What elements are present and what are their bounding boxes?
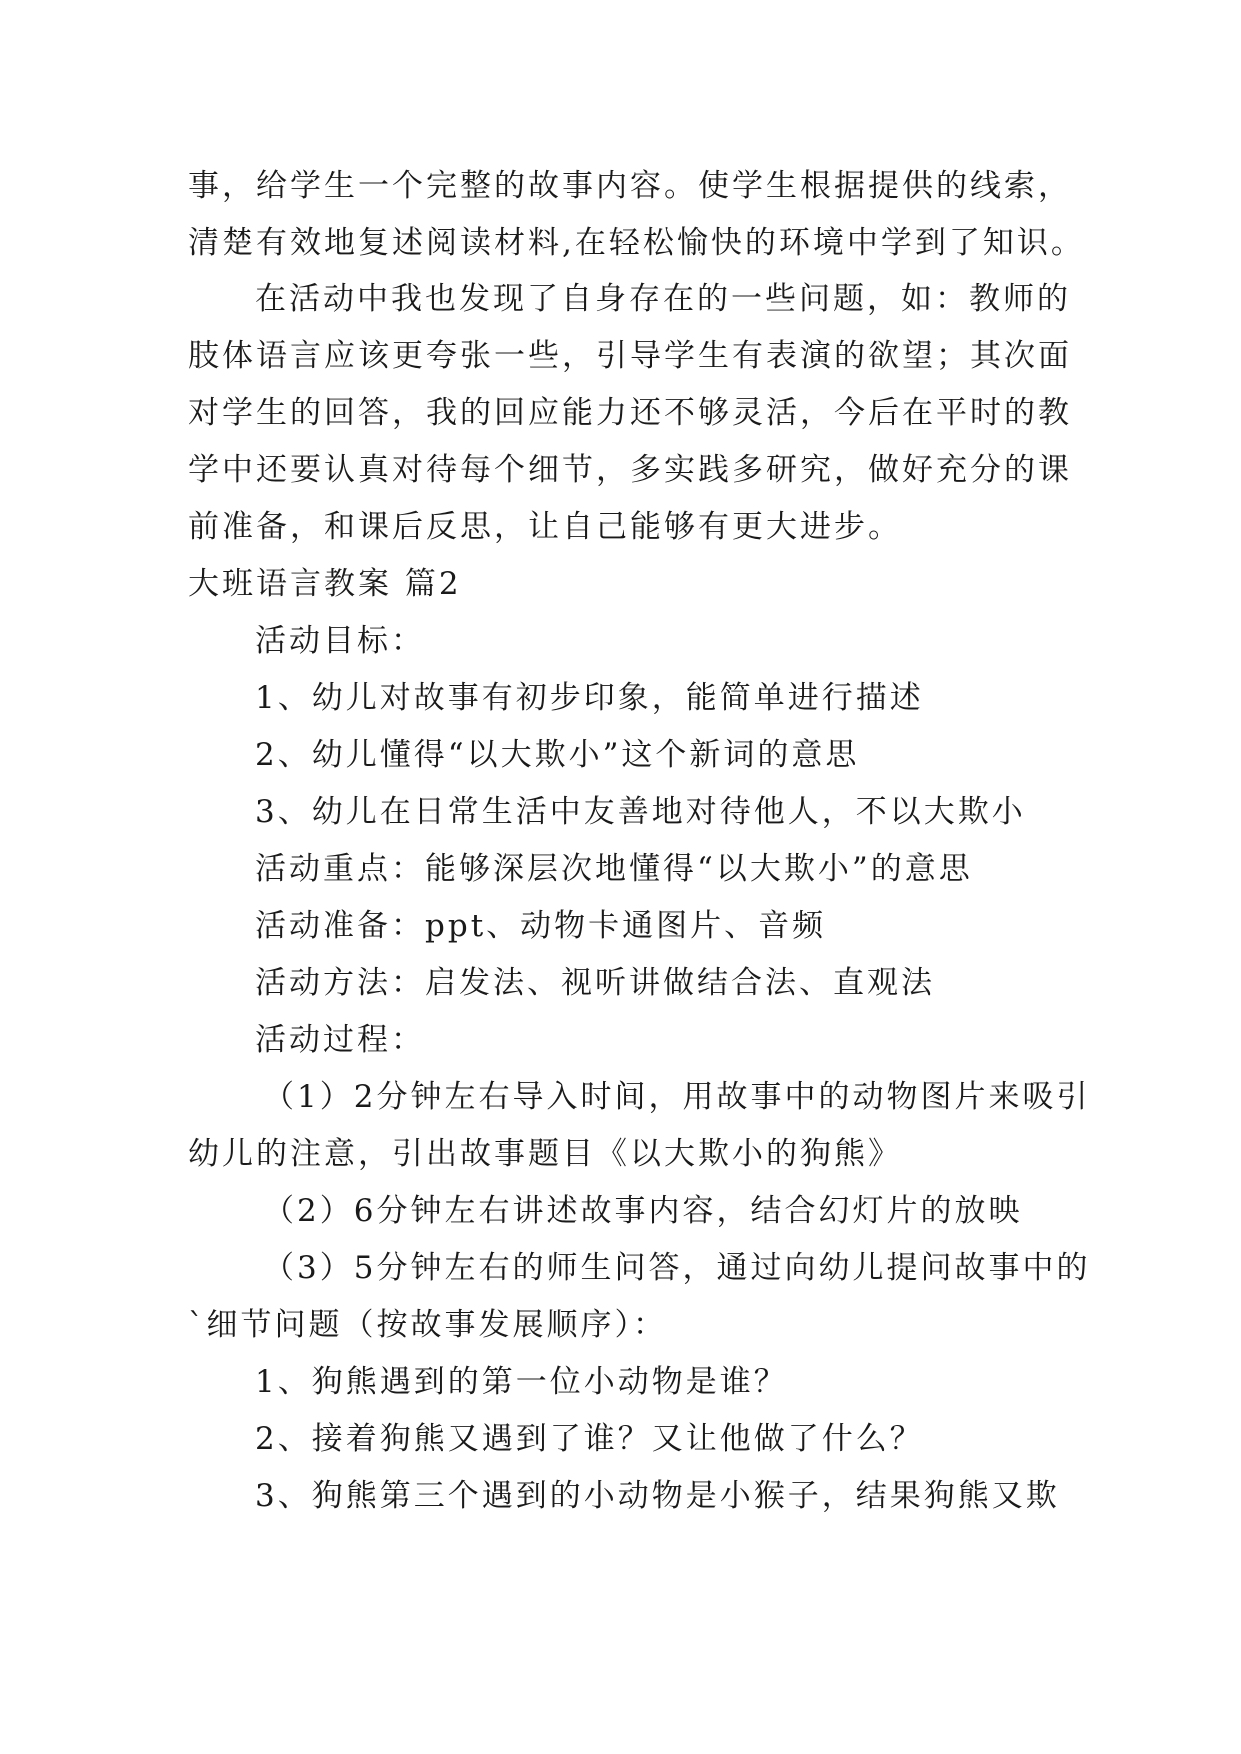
section-heading: 大班语言教案 篇2 — [188, 566, 462, 602]
paragraph-line: 学中还要认真对待每个细节，多实践多研究，做好充分的课 — [188, 452, 1072, 488]
list-item: 2、幼儿懂得“以大欺小”这个新词的意思 — [255, 737, 860, 773]
paragraph-line: 活动准备：ppt、动物卡通图片、音频 — [255, 908, 827, 944]
paragraph-line: 对学生的回答，我的回应能力还不够灵活，今后在平时的教 — [188, 395, 1072, 431]
list-item: 1、幼儿对故事有初步印象，能简单进行描述 — [255, 680, 924, 716]
list-item: 1、狗熊遇到的第一位小动物是谁？ — [255, 1364, 788, 1400]
paragraph-line: 活动方法：启发法、视听讲做结合法、直观法 — [255, 965, 935, 1001]
paragraph-line: 活动目标： — [255, 623, 425, 659]
paragraph-line: 肢体语言应该更夸张一些，引导学生有表演的欲望；其次面 — [188, 338, 1072, 374]
paragraph-line: `细节问题（按故事发展顺序）： — [188, 1307, 667, 1343]
paragraph-line: 事，给学生一个完整的故事内容。使学生根据提供的线索， — [188, 168, 1072, 204]
paragraph-line: 活动重点：能够深层次地懂得“以大欺小”的意思 — [255, 851, 973, 887]
list-item: 2、接着狗熊又遇到了谁？又让他做了什么？ — [255, 1421, 924, 1457]
list-item: （2）6分钟左右讲述故事内容，结合幻灯片的放映 — [263, 1193, 1023, 1229]
list-item: （3）5分钟左右的师生问答，通过向幼儿提问故事中的 — [263, 1250, 1091, 1286]
paragraph-line: 幼儿的注意，引出故事题目《以大欺小的狗熊》 — [188, 1136, 902, 1172]
paragraph-line: 前准备，和课后反思，让自己能够有更大进步。 — [188, 509, 902, 545]
list-item: 3、幼儿在日常生活中友善地对待他人，不以大欺小 — [255, 794, 1026, 830]
list-item: （1）2分钟左右导入时间，用故事中的动物图片来吸引 — [263, 1079, 1091, 1115]
list-item: 3、狗熊第三个遇到的小动物是小猴子，结果狗熊又欺 — [255, 1478, 1060, 1514]
paragraph-line: 活动过程： — [255, 1022, 425, 1058]
paragraph-line: 在活动中我也发现了自身存在的一些问题，如：教师的 — [255, 281, 1071, 317]
paragraph-line: 清楚有效地复述阅读材料,在轻松愉快的环境中学到了知识。 — [188, 225, 1085, 261]
